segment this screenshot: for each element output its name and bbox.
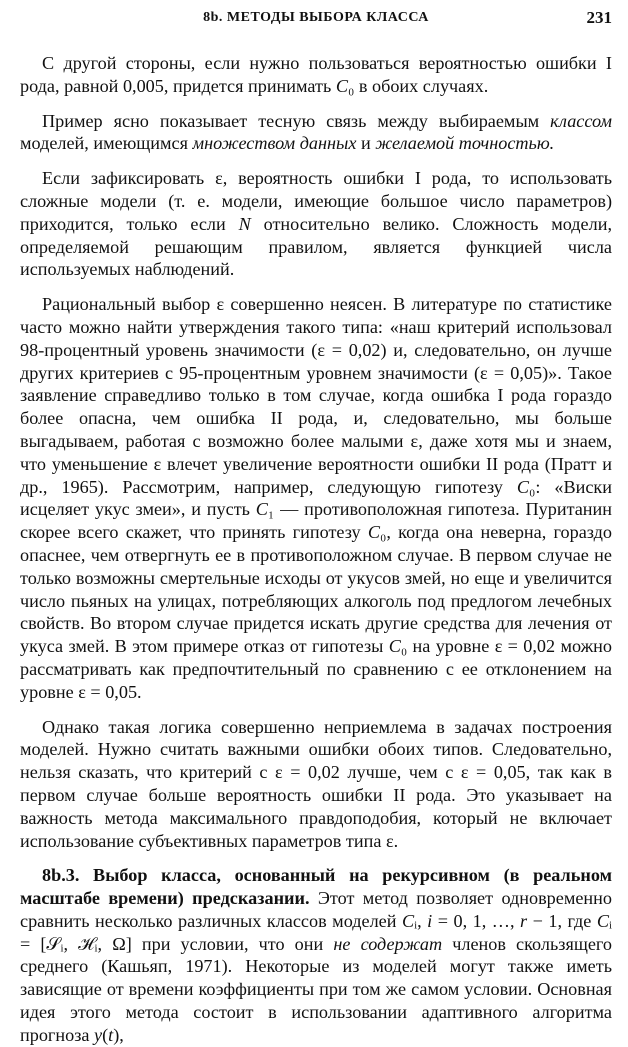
text-run: ₀ в обоих случаях. <box>347 75 489 96</box>
page-header <box>20 0 612 36</box>
text-run: ₁ — противоположная гипотеза. Пуританин скорее всего скажет, что принять гипотезу <box>20 499 613 543</box>
text-run: ₀, когда она неверна, гораздо опаснее, чем отвергнуть ее в противоположном случае. В первом случае не только возможны смертельные исходы от укусов змей, но еще и увеличится число пьяных на улицах, потребляющих алкоголь под предлогом лечебных свойств. Во втором случае придется искать другие средства для лечения от укуса змей. В этом примере отказ от гипотезы <box>20 522 613 657</box>
text-run: Пример ясно показывает тесную связь между выбираемым <box>42 110 551 131</box>
text-run: N <box>238 213 251 234</box>
paragraph-2 <box>20 110 612 156</box>
section-8b3-paragraph <box>20 864 612 1046</box>
text-run: ᵢ = [𝒮ᵢ, ℋᵢ, Ω] при условии, что они <box>20 910 613 954</box>
text-run: и <box>356 133 376 154</box>
text-run: не содержат <box>333 933 443 954</box>
text-run: Если зафиксировать ε, вероятность ошибки I рода, то использовать сложные модели (т. е. модели, имеющие большое число параметров) приходится, только если <box>20 168 612 234</box>
text-run: = 0, 1, …, <box>432 910 521 931</box>
text-run: C <box>596 910 610 931</box>
text-run: моделей, имеющимся <box>20 133 193 154</box>
page-number: 231 <box>586 8 612 27</box>
text-run: С другой стороны, если нужно пользоваться вероятностью ошибки I рода, равной 0,005, придется принимать <box>20 53 612 96</box>
page-body <box>20 52 612 1047</box>
text-run: ᵢ, <box>414 910 428 931</box>
text-run: членов скользящего среднего (Кашьяп, 1971). Некоторые из моделей могут также иметь зависящие от времени коэффициенты при том же самом условии. Основная идея этого метода состоит в использовании адаптивного алгоритма прогноза <box>20 933 612 1045</box>
text-run: Однако такая логика совершенно неприемлема в задачах построения моделей. Нужно считать важными ошибки обоих типов. Следовательно, нельзя сказать, что критерий с ε = 0,02 лучше, чем с ε = 0,05, так как в первом случае больше вероятность ошибки II рода. Это указывает на важность метода максимального правдоподобия, который не включает использование субъективных параметров типа ε. <box>20 716 612 851</box>
text-run: C <box>367 522 380 543</box>
text-run: ₀ на уровне ε = 0,02 можно рассматривать как предпочтительный по сравнению с ее отклонением на уровне ε = 0,05. <box>20 636 612 702</box>
text-run: желаемой точностью. <box>375 133 555 154</box>
text-run: C <box>335 75 348 96</box>
text-run: − 1, где <box>527 910 597 931</box>
text-run: относительно велико. Сложность модели, определяемой решающим правилом, является функцией числа используемых наблюдений. <box>20 213 612 280</box>
text-run: C <box>401 910 415 931</box>
text-run: C <box>388 636 401 657</box>
running-head: 8b. МЕТОДЫ ВЫБОРА КЛАССА <box>203 10 429 25</box>
text-run: y <box>94 1024 103 1045</box>
paragraph-4 <box>20 293 612 703</box>
text-run: C <box>516 476 530 497</box>
section-heading: 8b.3. Выбор класса, основанный на рекурсивном (в реальном масштабе времени) предсказании. <box>20 865 612 909</box>
text-run: Рациональный выбор ε совершенно неясен. В литературе по статистике часто можно найти утверждения такого типа: «наш критерий использовал 98-процентный уровень значимости (ε = 0,02) и, следовательно, он лучше других критериев с 95-процентным уровнем значимости (ε = 0,05)». Такое заявление справедливо только в том случае, когда ошибка I рода гораздо более опасна, чем ошибка II рода, и, следовательно, мы больше выгадываем, работая с возможно более малыми ε, даже хотя мы и знаем, что уменьшение ε влечет увеличение вероятности ошибки II рода (Пратт и др., 1965). Рассмотрим, например, следующую гипотезу <box>20 294 612 497</box>
text-run: ), <box>113 1024 124 1045</box>
text-run: классом <box>550 110 612 131</box>
text-run: t <box>108 1024 114 1045</box>
text-run: Этот метод позволяет одновременно сравнить несколько различных классов моделей <box>20 888 612 931</box>
text-run: множеством данных <box>192 133 357 154</box>
text-run: i <box>427 910 433 931</box>
paragraph-1 <box>20 52 612 98</box>
paragraph-3 <box>20 167 612 281</box>
text-run: ₀: «Виски исцеляет укус змеи», и пусть <box>20 476 612 520</box>
text-run: r <box>520 910 528 931</box>
book-page <box>20 0 613 1045</box>
text-run: C <box>255 499 268 520</box>
paragraph-5 <box>20 716 612 853</box>
text-run: ( <box>102 1024 109 1045</box>
